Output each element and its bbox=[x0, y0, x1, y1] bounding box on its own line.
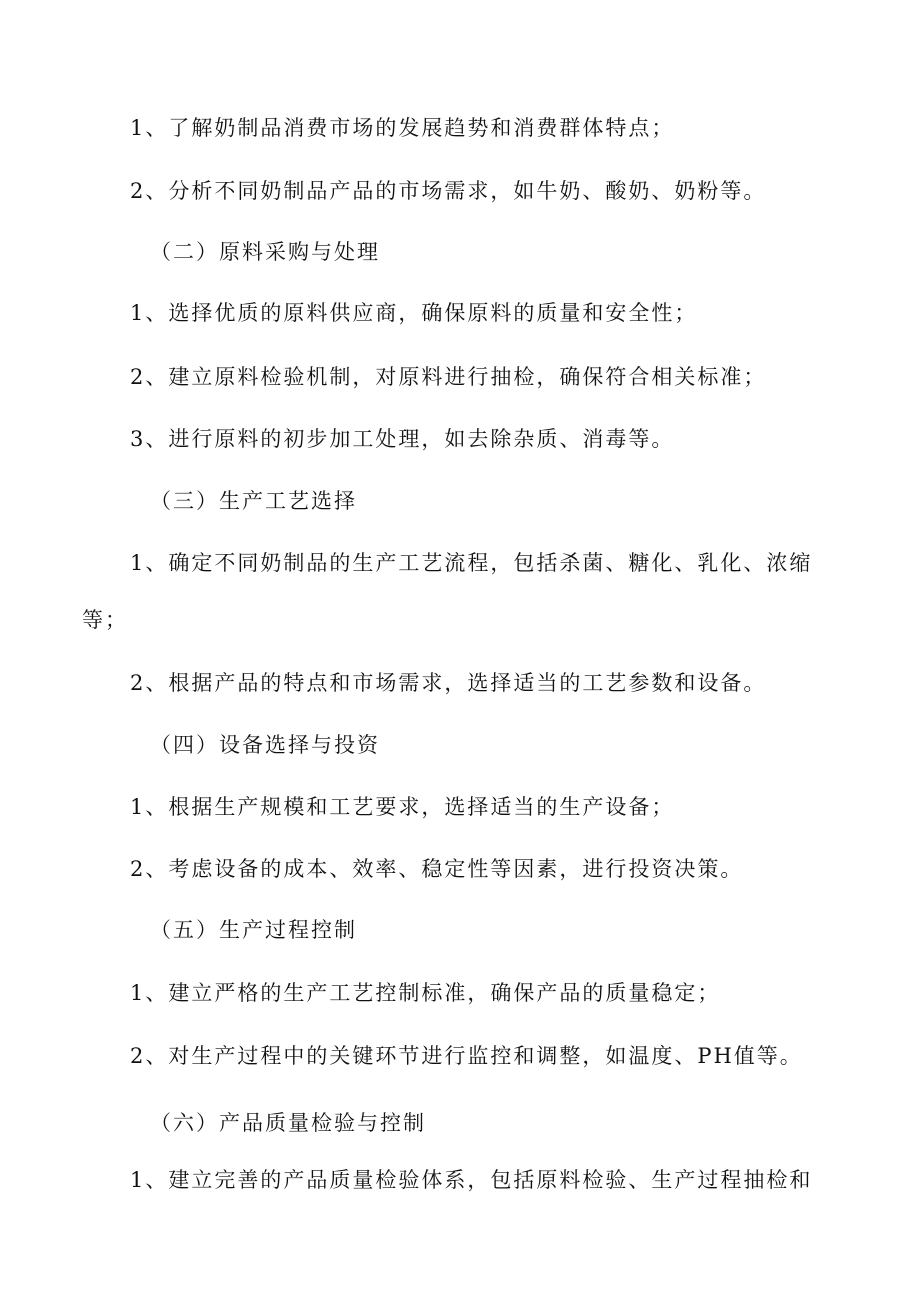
list-item: 2、对生产过程中的关键环节进行监控和调整，如温度、PH值等。 bbox=[130, 1044, 803, 1068]
section-heading: （六）产品质量检验与控制 bbox=[150, 1111, 426, 1135]
list-item: 1、选择优质的原料供应商，确保原料的质量和安全性； bbox=[130, 301, 698, 325]
list-item: 1、建立严格的生产工艺控制标准，确保产品的质量稳定； bbox=[130, 981, 721, 1005]
list-item: 2、根据产品的特点和市场需求，选择适当的工艺参数和设备。 bbox=[130, 671, 767, 695]
section-heading: （二）原料采购与处理 bbox=[150, 240, 380, 264]
list-item: 1、确定不同奶制品的生产工艺流程，包括杀菌、糖化、乳化、浓缩 bbox=[130, 551, 813, 575]
list-item: 1、了解奶制品消费市场的发展趋势和消费群体特点； bbox=[130, 116, 675, 140]
section-heading: （五）生产过程控制 bbox=[150, 918, 357, 942]
list-item: 1、根据生产规模和工艺要求，选择适当的生产设备； bbox=[130, 795, 675, 819]
list-item-continuation: 等； bbox=[82, 608, 128, 632]
list-item: 2、考虑设备的成本、效率、稳定性等因素，进行投资决策。 bbox=[130, 857, 744, 881]
list-item: 2、建立原料检验机制，对原料进行抽检，确保符合相关标准； bbox=[130, 365, 767, 389]
list-item: 1、建立完善的产品质量检验体系，包括原料检验、生产过程抽检和 bbox=[130, 1168, 813, 1192]
section-heading: （四）设备选择与投资 bbox=[150, 733, 380, 757]
list-item: 3、进行原料的初步加工处理，如去除杂质、消毒等。 bbox=[130, 427, 675, 451]
section-heading: （三）生产工艺选择 bbox=[150, 489, 357, 513]
list-item: 2、分析不同奶制品产品的市场需求，如牛奶、酸奶、奶粉等。 bbox=[130, 179, 767, 203]
